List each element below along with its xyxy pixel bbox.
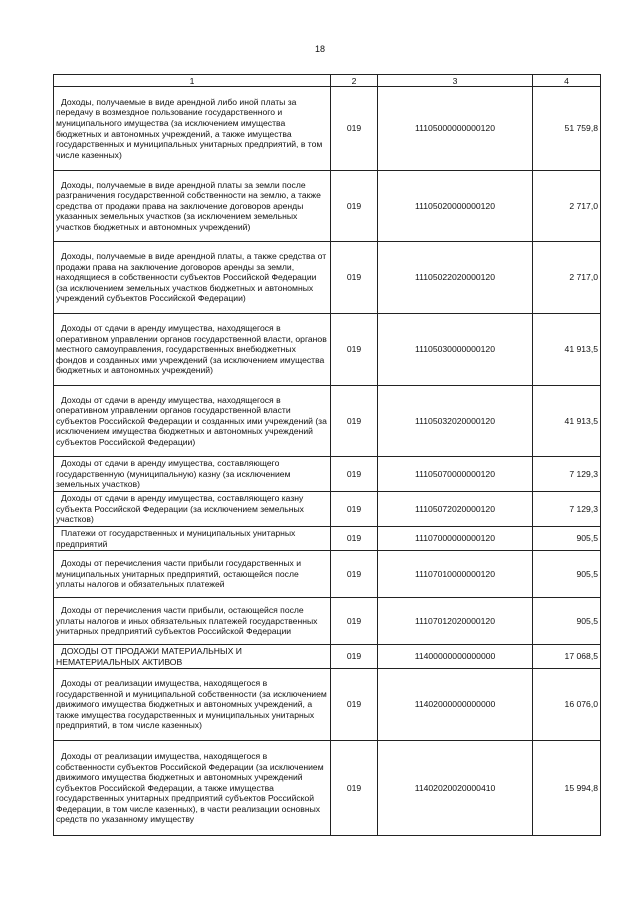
row-admin-code: 019	[331, 171, 378, 242]
table-row	[54, 492, 601, 527]
row-admin-code: 019	[331, 457, 378, 492]
row-admin-code: 019	[331, 87, 378, 171]
row-amount: 41 913,5	[533, 386, 601, 457]
row-kbk: 11105072020000120	[378, 492, 533, 527]
row-admin-code: 019	[331, 242, 378, 314]
row-name: Платежи от государственных и муниципальных унитарных предприятий	[54, 527, 331, 551]
row-amount: 15 994,8	[533, 741, 601, 836]
row-kbk: 11107010000000120	[378, 551, 533, 598]
row-amount: 2 717,0	[533, 242, 601, 314]
row-admin-code: 019	[331, 669, 378, 741]
section-row	[54, 645, 601, 669]
header-cell: 1	[54, 75, 331, 87]
row-amount: 17 068,5	[533, 645, 601, 669]
row-amount: 7 129,3	[533, 492, 601, 527]
row-admin-code: 019	[331, 551, 378, 598]
row-amount: 7 129,3	[533, 457, 601, 492]
row-name: Доходы от реализации имущества, находящегося в государственной и муниципальной собственности (за исключением движимого имущества бюджетных и автономных учреждений, а также имущества государственных и муниципальных унитарных предприятий, в том числе казенных)	[54, 669, 331, 741]
table-row	[54, 551, 601, 598]
row-amount: 905,5	[533, 598, 601, 645]
row-name: ДОХОДЫ ОТ ПРОДАЖИ МАТЕРИАЛЬНЫХ И НЕМАТЕРИАЛЬНЫХ АКТИВОВ	[54, 645, 331, 669]
header-cell: 4	[533, 75, 601, 87]
row-admin-code: 019	[331, 386, 378, 457]
row-admin-code: 019	[331, 645, 378, 669]
table-row	[54, 669, 601, 741]
row-kbk: 11105030000000120	[378, 314, 533, 386]
table-header-row	[54, 75, 601, 87]
row-name: Доходы от сдачи в аренду имущества, находящегося в оперативном управлении органов государственной власти субъектов Российской Федерации и созданных ими учреждений (за исключением имущества бюджетных и автономных учреждений субъектов Российской Федерации)	[54, 386, 331, 457]
row-kbk: 11402020020000410	[378, 741, 533, 836]
row-name: Доходы, получаемые в виде арендной платы за земли после разграничения государственной собственности на землю, а также средства от продажи права на заключение договоров аренды указанных земельных участков (за исключением земельных участков бюджетных и автономных учреждений)	[54, 171, 331, 242]
table-row	[54, 242, 601, 314]
row-kbk: 11105022020000120	[378, 242, 533, 314]
header-cell: 3	[378, 75, 533, 87]
row-amount: 2 717,0	[533, 171, 601, 242]
row-kbk: 11105000000000120	[378, 87, 533, 171]
row-name: Доходы от сдачи в аренду имущества, составляющего казну субъекта Российской Федерации (за исключением земельных участков)	[54, 492, 331, 527]
row-kbk: 11400000000000000	[378, 645, 533, 669]
row-kbk: 11107000000000120	[378, 527, 533, 551]
row-admin-code: 019	[331, 741, 378, 836]
table-row	[54, 171, 601, 242]
revenue-table	[53, 74, 601, 836]
row-admin-code: 019	[331, 492, 378, 527]
table-row	[54, 598, 601, 645]
row-amount: 16 076,0	[533, 669, 601, 741]
row-kbk: 11105032020000120	[378, 386, 533, 457]
row-admin-code: 019	[331, 527, 378, 551]
table-row	[54, 457, 601, 492]
row-name: Доходы от перечисления части прибыли государственных и муниципальных унитарных предприятий, остающейся после уплаты налогов и обязательных платежей	[54, 551, 331, 598]
row-admin-code: 019	[331, 598, 378, 645]
row-name: Доходы, получаемые в виде арендной платы, а также средства от продажи права на заключение договоров аренды за земли, находящиеся в собственности субъектов Российской Федерации (за исключением земельных участков бюджетных и автономных учреждений субъектов Российской Федерации)	[54, 242, 331, 314]
row-admin-code: 019	[331, 314, 378, 386]
header-cell: 2	[331, 75, 378, 87]
row-name: Доходы, получаемые в виде арендной либо иной платы за передачу в возмездное пользование государственного и муниципального имущества (за исключением имущества бюджетных и автономных учреждений, а также имущества государственных и муниципальных унитарных предприятий, в том числе казенных)	[54, 87, 331, 171]
row-amount: 905,5	[533, 527, 601, 551]
row-kbk: 11105020000000120	[378, 171, 533, 242]
row-amount: 41 913,5	[533, 314, 601, 386]
row-kbk: 11402000000000000	[378, 669, 533, 741]
page-number: 18	[314, 44, 325, 54]
row-name: Доходы от сдачи в аренду имущества, находящегося в оперативном управлении органов государственной власти, органов местного самоуправления, государственных внебюджетных фондов и созданных ими учреждений (за исключением имущества бюджетных и автономных учреждений)	[54, 314, 331, 386]
table-row	[54, 87, 601, 171]
row-amount: 51 759,8	[533, 87, 601, 171]
row-name: Доходы от перечисления части прибыли, остающейся после уплаты налогов и иных обязательных платежей государственных унитарных предприятий субъектов Российской Федерации	[54, 598, 331, 645]
row-kbk: 11107012020000120	[378, 598, 533, 645]
row-kbk: 11105070000000120	[378, 457, 533, 492]
table-row	[54, 741, 601, 836]
table-row	[54, 386, 601, 457]
table-row	[54, 314, 601, 386]
table-row	[54, 527, 601, 551]
row-amount: 905,5	[533, 551, 601, 598]
row-name: Доходы от реализации имущества, находящегося в собственности субъектов Российской Федерации (за исключением движимого имущества бюджетных и автономных учреждений субъектов Российской Федерации, а также имущества государственных унитарных предприятий субъектов Российской Федерации, в том числе казенных), в части реализации основных средств по указанному имуществу	[54, 741, 331, 836]
row-name: Доходы от сдачи в аренду имущества, составляющего государственную (муниципальную) казну (за исключением земельных участков)	[54, 457, 331, 492]
